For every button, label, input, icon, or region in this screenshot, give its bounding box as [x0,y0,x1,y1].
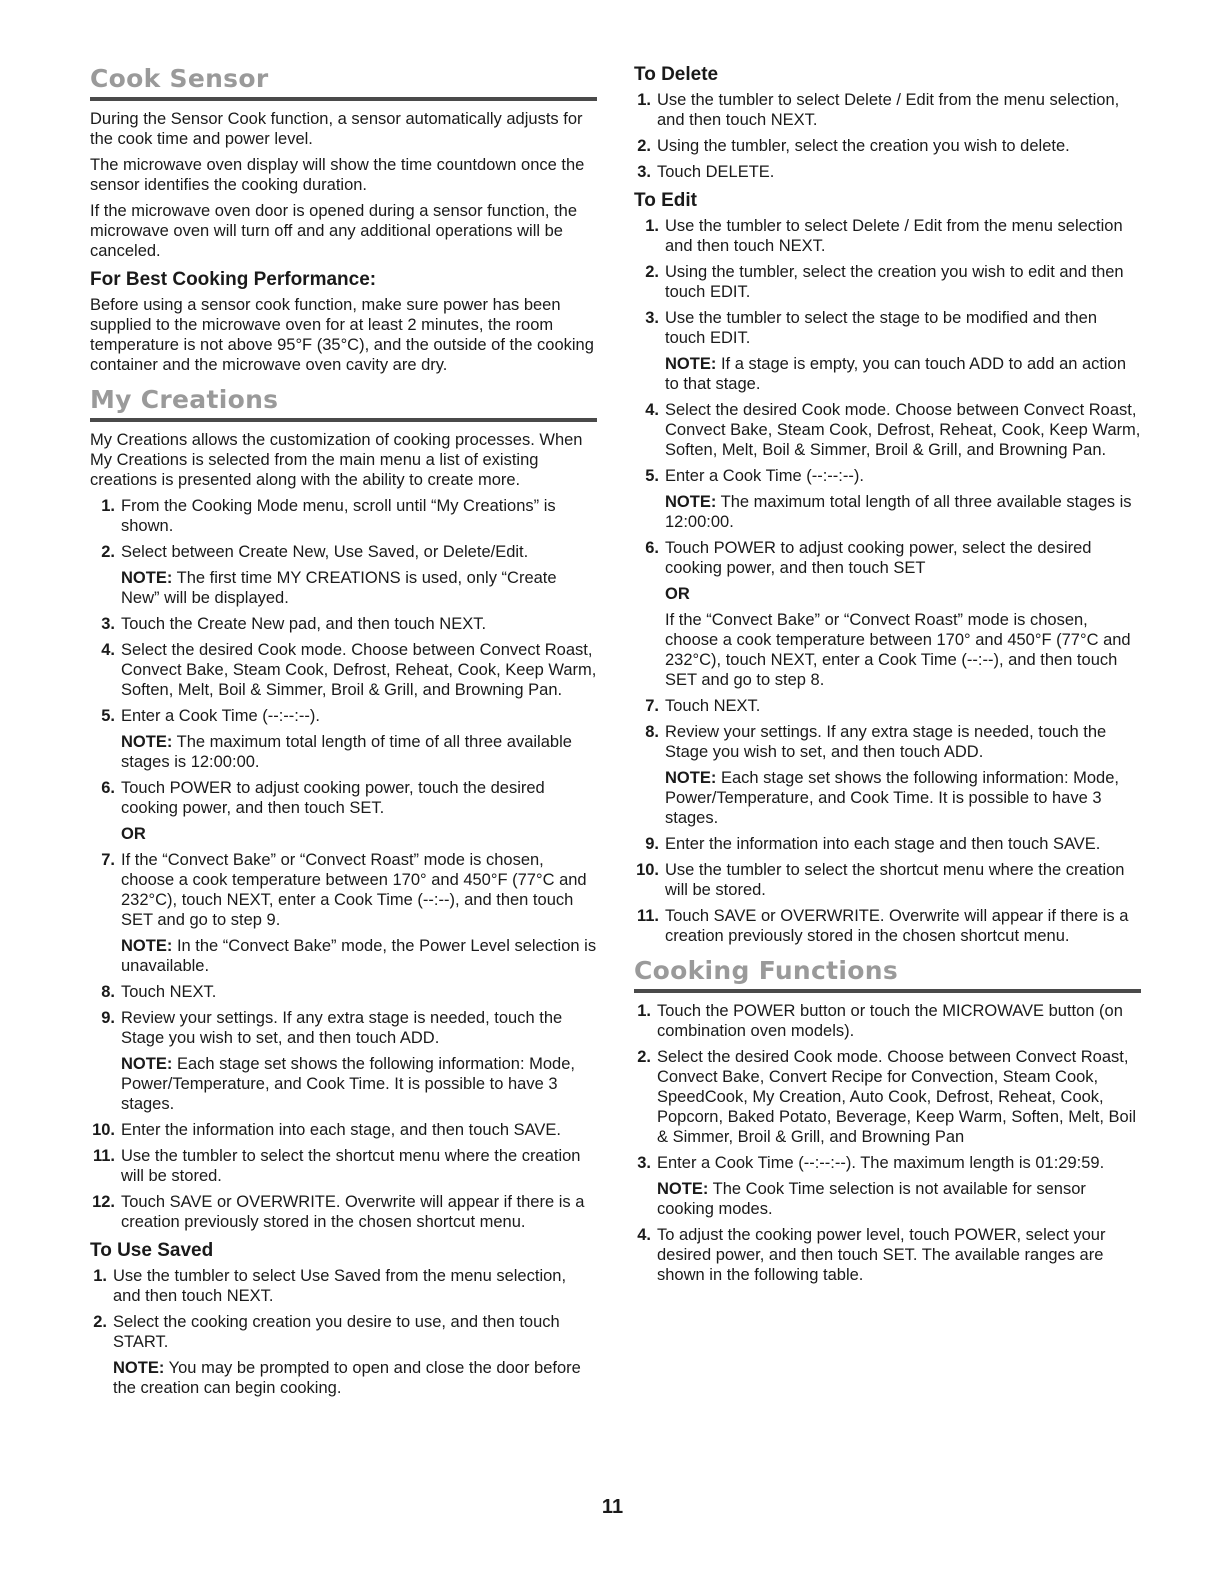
step-number: 10. [636,861,659,879]
step-text: Touch SAVE or OVERWRITE. Overwrite will appear if there is a creation previously stored in the chosen shortcut menu. [665,907,1129,945]
step-text: Use the tumbler to select the shortcut menu where the creation will be stored. [665,861,1125,899]
step-body [121,640,597,700]
step-text: Touch POWER to adjust cooking power, touch the desired cooking power, and then touch SET. [121,779,545,817]
step-number: 2. [637,137,651,155]
step-body [665,538,1141,690]
step-text: Review your settings. If any extra stage is needed, touch the Stage you wish to set, and then touch ADD. [121,1009,563,1047]
cook-sensor-paragraph-1: During the Sensor Cook function, a sensor automatically adjusts for the cook time and power level. [90,110,583,148]
step-body [121,982,597,1002]
to-edit-steps [634,216,1141,946]
step-body [121,1146,597,1186]
step-body [665,262,1141,302]
step-body [113,1312,597,1398]
step-text: Select the desired Cook mode. Choose between Convect Roast, Convect Bake, Steam Cook, Defrost, Reheat, Cook, Keep Warm, Soften, Melt, Boil & Simmer, Broil & Grill, and Browning Pan. [121,641,597,699]
list-item [634,696,1141,716]
list-item [90,1192,597,1232]
list-item [634,834,1141,854]
step-body [121,778,597,818]
step-number: 12. [92,1193,115,1211]
my-creations-title: My Creations [90,385,279,414]
list-item [90,614,597,634]
or-text: If the “Convect Bake” or “Convect Roast” mode is chosen, choose a cook temperature between 170° and 450°F (77°C and 232°C), touch NEXT, enter a Cook Time (--:--), and then touch SET and go to step 8. [665,611,1131,689]
step-text: To adjust the cooking power level, touch POWER, select your desired power, and then touch SET. The available ranges are shown in the following table. [657,1226,1106,1284]
step-body [665,834,1141,854]
note-text: You may be prompted to open and close the door before the creation can begin cooking. [113,1359,581,1397]
list-item [634,400,1141,460]
step-number: 5. [645,467,659,485]
list-item [90,1120,597,1140]
step-text: Select the desired Cook mode. Choose between Convect Roast, Convect Bake, Convert Recipe for Convection, Steam Cook, SpeedCook, My Creation, Auto Cook, Defrost, Reheat, Cook, Popcorn, Baked Potato, Beverage, Keep Warm, Soften, Melt, Boil & Simmer, Broil & Grill, and Browning Pan [657,1048,1137,1146]
note-text: Each stage set shows the following information: Mode, Power/Temperature, and Cook Time. It is possible to have 3 stages. [121,1055,575,1113]
list-item [634,860,1141,900]
step-text: Touch DELETE. [657,163,775,181]
step-text: Touch NEXT. [665,697,761,715]
step-text: Touch NEXT. [121,983,217,1001]
step-note [665,768,1141,828]
note-label: NOTE: [121,1055,173,1073]
right-column [634,60,1141,1291]
step-number: 8. [645,723,659,741]
list-item [90,850,597,976]
step-note [665,354,1141,394]
step-text: Touch the Create New pad, and then touch NEXT. [121,615,487,633]
list-item [90,542,597,608]
list-item [634,1047,1141,1147]
step-text: Enter a Cook Time (--:--:--). [665,467,864,485]
note-label: NOTE: [665,355,717,373]
step-note [121,732,597,772]
step-number: 7. [101,851,115,869]
left-column [90,60,597,1404]
step-text: Enter a Cook Time (--:--:--). The maximum length is 01:29:59. [657,1154,1105,1172]
step-note [121,568,597,608]
list-item [90,640,597,700]
or-label: OR [121,825,146,843]
step-text: Use the tumbler to select Delete / Edit from the menu selection and then touch NEXT. [665,217,1123,255]
note-text: The maximum total length of all three available stages is 12:00:00. [665,493,1132,531]
step-note [665,492,1141,532]
step-number: 9. [101,1009,115,1027]
list-item [634,162,1141,182]
list-item [634,722,1141,828]
cooking-functions-steps [634,1001,1141,1285]
step-number: 1. [645,217,659,235]
step-text: Use the tumbler to select Delete / Edit from the menu selection, and then touch NEXT. [657,91,1120,129]
list-item [90,706,597,772]
step-number: 4. [101,641,115,659]
step-text: Select the cooking creation you desire to use, and then touch START. [113,1313,560,1351]
step-body [121,706,597,772]
my-creations-intro: My Creations allows the customization of cooking processes. When My Creations is selected from the main menu a list of existing creations is presented along with the ability to create more. [90,431,583,489]
list-item [90,982,597,1002]
step-number: 5. [101,707,115,725]
step-number: 11. [636,907,659,925]
list-item [634,1225,1141,1285]
list-item [90,1266,597,1306]
step-number: 7. [645,697,659,715]
step-number: 1. [637,91,651,109]
step-number: 2. [101,543,115,561]
section-rule [90,418,597,422]
step-number: 6. [645,539,659,557]
list-item [634,90,1141,130]
list-item [634,466,1141,532]
step-body [665,216,1141,256]
list-item [634,538,1141,690]
list-item [634,216,1141,256]
note-text: The Cook Time selection is not available for sensor cooking modes. [657,1180,1086,1218]
use-saved-heading: To Use Saved [90,1240,214,1261]
note-text: The maximum total length of time of all three available stages is 12:00:00. [121,733,572,771]
note-label: NOTE: [121,569,173,587]
step-number: 3. [637,163,651,181]
section-rule [90,97,597,101]
step-number: 9. [645,835,659,853]
step-text: If the “Convect Bake” or “Convect Roast” mode is chosen, choose a cook temperature between 170° and 450°F (77°C and 232°C), touch NEXT, enter a Cook Time (--:--), and then touch SET and go to step 9. [121,851,587,929]
step-note [113,1358,597,1398]
note-text: Each stage set shows the following information: Mode, Power/Temperature, and Cook Time. It is possible to have 3 stages. [665,769,1119,827]
note-text: In the “Convect Bake” mode, the Power Level selection is unavailable. [121,937,597,975]
note-label: NOTE: [665,493,717,511]
step-number: 11. [92,1147,115,1165]
cook-sensor-paragraph-2: The microwave oven display will show the time countdown once the sensor identifies the cooking duration. [90,156,585,194]
note-text: The first time MY CREATIONS is used, only “Create New” will be displayed. [121,569,557,607]
to-delete-heading: To Delete [634,64,719,85]
or-separator [90,824,597,844]
step-body [121,1192,597,1232]
list-item [90,496,597,536]
step-text: From the Cooking Mode menu, scroll until “My Creations” is shown. [121,497,556,535]
step-number: 10. [92,1121,115,1139]
my-creations-steps [90,496,597,1232]
to-delete-steps [634,90,1141,182]
note-label: NOTE: [121,937,173,955]
step-body [665,696,1141,716]
step-text: Enter the information into each stage and then touch SAVE. [665,835,1101,853]
list-item [634,1153,1141,1219]
step-body [121,614,597,634]
note-label: NOTE: [657,1180,709,1198]
step-text: Enter a Cook Time (--:--:--). [121,707,320,725]
step-body [121,542,597,608]
best-performance-text: Before using a sensor cook function, make sure power has been supplied to the microwave oven for at least 2 minutes, the room temperature is not above 95°F (35°C), and the outside of the cooking container and the microwave oven cavity are dry. [90,296,594,374]
page-number: 11 [601,1496,624,1518]
step-text: Touch SAVE or OVERWRITE. Overwrite will appear if there is a creation previously stored in the chosen shortcut menu. [121,1193,585,1231]
list-item [634,262,1141,302]
step-text: Use the tumbler to select the shortcut menu where the creation will be stored. [121,1147,581,1185]
step-text: Use the tumbler to select the stage to be modified and then touch EDIT. [665,309,1098,347]
note-label: NOTE: [121,733,173,751]
cooking-functions-title: Cooking Functions [634,956,899,985]
step-body [665,906,1141,946]
spacer [90,824,121,844]
step-body [665,400,1141,460]
step-number: 4. [645,401,659,419]
list-item [90,778,597,818]
step-number: 1. [101,497,115,515]
step-body [121,1008,597,1114]
list-item [634,906,1141,946]
step-number: 1. [637,1002,651,1020]
note-label: NOTE: [665,769,717,787]
list-item [90,1146,597,1186]
step-body [665,466,1141,532]
step-text: Using the tumbler, select the creation you wish to delete. [657,137,1070,155]
step-body [657,90,1141,130]
step-number: 4. [637,1226,651,1244]
step-number: 2. [637,1048,651,1066]
step-number: 3. [637,1154,651,1172]
step-body [657,136,1141,156]
step-number: 8. [101,983,115,1001]
step-number: 2. [645,263,659,281]
step-number: 2. [93,1313,107,1331]
list-item [634,308,1141,394]
step-body [113,1266,597,1306]
list-item [634,1001,1141,1041]
step-number: 1. [93,1267,107,1285]
step-body [665,860,1141,900]
list-item [90,1312,597,1398]
to-edit-heading: To Edit [634,190,697,211]
step-body [657,1047,1141,1147]
note-label: NOTE: [113,1359,165,1377]
list-item [90,1008,597,1114]
step-body [665,308,1141,394]
step-text: Touch POWER to adjust cooking power, select the desired cooking power, and then touch SET [665,539,1092,577]
best-performance-heading: For Best Cooking Performance: [90,269,377,290]
step-note [657,1179,1141,1219]
step-number: 3. [645,309,659,327]
step-text: Using the tumbler, select the creation you wish to edit and then touch EDIT. [665,263,1124,301]
use-saved-steps [90,1266,597,1398]
step-body [657,1225,1141,1285]
step-number: 3. [101,615,115,633]
step-note [121,1054,597,1114]
step-body [665,722,1141,828]
cook-sensor-paragraph-3: If the microwave oven door is opened during a sensor function, the microwave oven will turn off and any additional operations will be canceled. [90,202,578,260]
note-text: If a stage is empty, you can touch ADD to add an action to that stage. [665,355,1127,393]
step-body [121,496,597,536]
step-number: 6. [101,779,115,797]
step-body [657,1153,1141,1219]
step-body [121,850,597,976]
step-text: Select between Create New, Use Saved, or Delete/Edit. [121,543,529,561]
step-text: Enter the information into each stage, and then touch SAVE. [121,1121,561,1139]
step-note [121,936,597,976]
step-text: Use the tumbler to select Use Saved from the menu selection, and then touch NEXT. [113,1267,567,1305]
step-text: Touch the POWER button or touch the MICROWAVE button (on combination oven models). [657,1002,1123,1040]
list-item [634,136,1141,156]
section-rule [634,989,1141,993]
or-label: OR [665,585,690,603]
step-body [121,1120,597,1140]
step-text: Review your settings. If any extra stage is needed, touch the Stage you wish to set, and then touch ADD. [665,723,1107,761]
step-text: Select the desired Cook mode. Choose between Convect Roast, Convect Bake, Steam Cook, Defrost, Reheat, Cook, Keep Warm, Soften, Melt, Boil & Simmer, Broil & Grill, and Browning Pan. [665,401,1141,459]
cook-sensor-title: Cook Sensor [90,64,269,93]
step-body [657,162,1141,182]
step-body [657,1001,1141,1041]
